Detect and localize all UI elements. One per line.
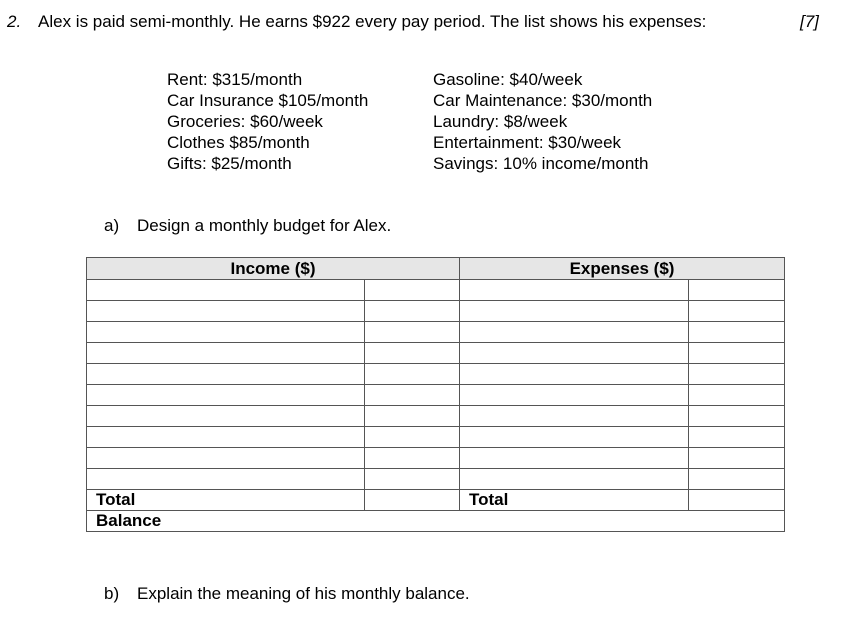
income-item-cell[interactable]	[87, 322, 365, 343]
expense-item-cell[interactable]	[460, 448, 689, 469]
expense-amount-cell[interactable]	[689, 364, 785, 385]
income-item-cell[interactable]	[87, 385, 365, 406]
income-amount-cell[interactable]	[365, 427, 460, 448]
expense-item-cell[interactable]	[460, 469, 689, 490]
income-item-cell[interactable]	[87, 343, 365, 364]
question-marks: [7]	[800, 12, 819, 31]
income-item-cell[interactable]	[87, 448, 365, 469]
balance-row	[87, 511, 785, 532]
income-total-cell[interactable]	[365, 490, 460, 511]
income-amount-cell[interactable]	[365, 322, 460, 343]
expense-item: Gasoline: $40/week	[433, 70, 583, 89]
balance-label[interactable]: Balance	[87, 511, 785, 532]
expense-item-cell[interactable]	[460, 322, 689, 343]
income-item-cell[interactable]	[87, 301, 365, 322]
expense-item: Rent: $315/month	[167, 70, 303, 89]
expense-list-left	[167, 69, 368, 174]
expense-amount-cell[interactable]	[689, 343, 785, 364]
income-amount-cell[interactable]	[365, 469, 460, 490]
expense-amount-cell[interactable]	[689, 427, 785, 448]
expense-list-right	[433, 69, 652, 174]
budget-table	[86, 257, 785, 532]
income-amount-cell[interactable]	[365, 406, 460, 427]
income-header: Income ($)	[87, 258, 460, 280]
expense-item-cell[interactable]	[460, 343, 689, 364]
part-a-text: Design a monthly budget for Alex.	[137, 216, 392, 235]
expense-amount-cell[interactable]	[689, 301, 785, 322]
table-row	[87, 385, 785, 406]
table-row	[87, 322, 785, 343]
total-row	[87, 490, 785, 511]
table-header-row	[87, 258, 785, 280]
expense-amount-cell[interactable]	[689, 322, 785, 343]
question-number: 2.	[7, 12, 22, 31]
expense-item-cell[interactable]	[460, 301, 689, 322]
table-row	[87, 280, 785, 301]
table-row	[87, 448, 785, 469]
income-item-cell[interactable]	[87, 427, 365, 448]
part-b-label: b)	[104, 584, 120, 603]
table-row	[87, 343, 785, 364]
income-amount-cell[interactable]	[365, 364, 460, 385]
part-b-text: Explain the meaning of his monthly balance.	[137, 584, 470, 603]
part-a-label: a)	[104, 216, 120, 235]
table-row	[87, 406, 785, 427]
table-row	[87, 427, 785, 448]
expense-item: Savings: 10% income/month	[433, 154, 649, 173]
expense-item: Car Insurance $105/month	[167, 91, 369, 110]
income-item-cell[interactable]	[87, 469, 365, 490]
expense-item-cell[interactable]	[460, 364, 689, 385]
table-row	[87, 469, 785, 490]
expenses-header: Expenses ($)	[460, 258, 785, 280]
part-a	[104, 216, 391, 236]
expenses-total-label: Total	[460, 490, 689, 511]
income-item-cell[interactable]	[87, 280, 365, 301]
income-amount-cell[interactable]	[365, 385, 460, 406]
expense-item: Car Maintenance: $30/month	[433, 91, 653, 110]
income-total-label: Total	[87, 490, 365, 511]
question-text: Alex is paid semi-monthly. He earns $922 every pay period. The list shows his expenses:	[38, 12, 707, 31]
expense-item: Laundry: $8/week	[433, 112, 568, 131]
expense-amount-cell[interactable]	[689, 406, 785, 427]
table-row	[87, 301, 785, 322]
part-b	[104, 584, 470, 604]
expense-amount-cell[interactable]	[689, 280, 785, 301]
expense-amount-cell[interactable]	[689, 448, 785, 469]
income-amount-cell[interactable]	[365, 280, 460, 301]
expense-item: Entertainment: $30/week	[433, 133, 622, 152]
expense-amount-cell[interactable]	[689, 385, 785, 406]
expense-amount-cell[interactable]	[689, 469, 785, 490]
income-item-cell[interactable]	[87, 406, 365, 427]
income-amount-cell[interactable]	[365, 343, 460, 364]
income-amount-cell[interactable]	[365, 448, 460, 469]
expense-item: Clothes $85/month	[167, 133, 310, 152]
income-item-cell[interactable]	[87, 364, 365, 385]
table-row	[87, 364, 785, 385]
expense-item: Groceries: $60/week	[167, 112, 323, 131]
expense-item-cell[interactable]	[460, 406, 689, 427]
expense-item-cell[interactable]	[460, 427, 689, 448]
expenses-total-cell[interactable]	[689, 490, 785, 511]
income-amount-cell[interactable]	[365, 301, 460, 322]
expense-item-cell[interactable]	[460, 280, 689, 301]
expense-item-cell[interactable]	[460, 385, 689, 406]
expense-item: Gifts: $25/month	[167, 154, 292, 173]
